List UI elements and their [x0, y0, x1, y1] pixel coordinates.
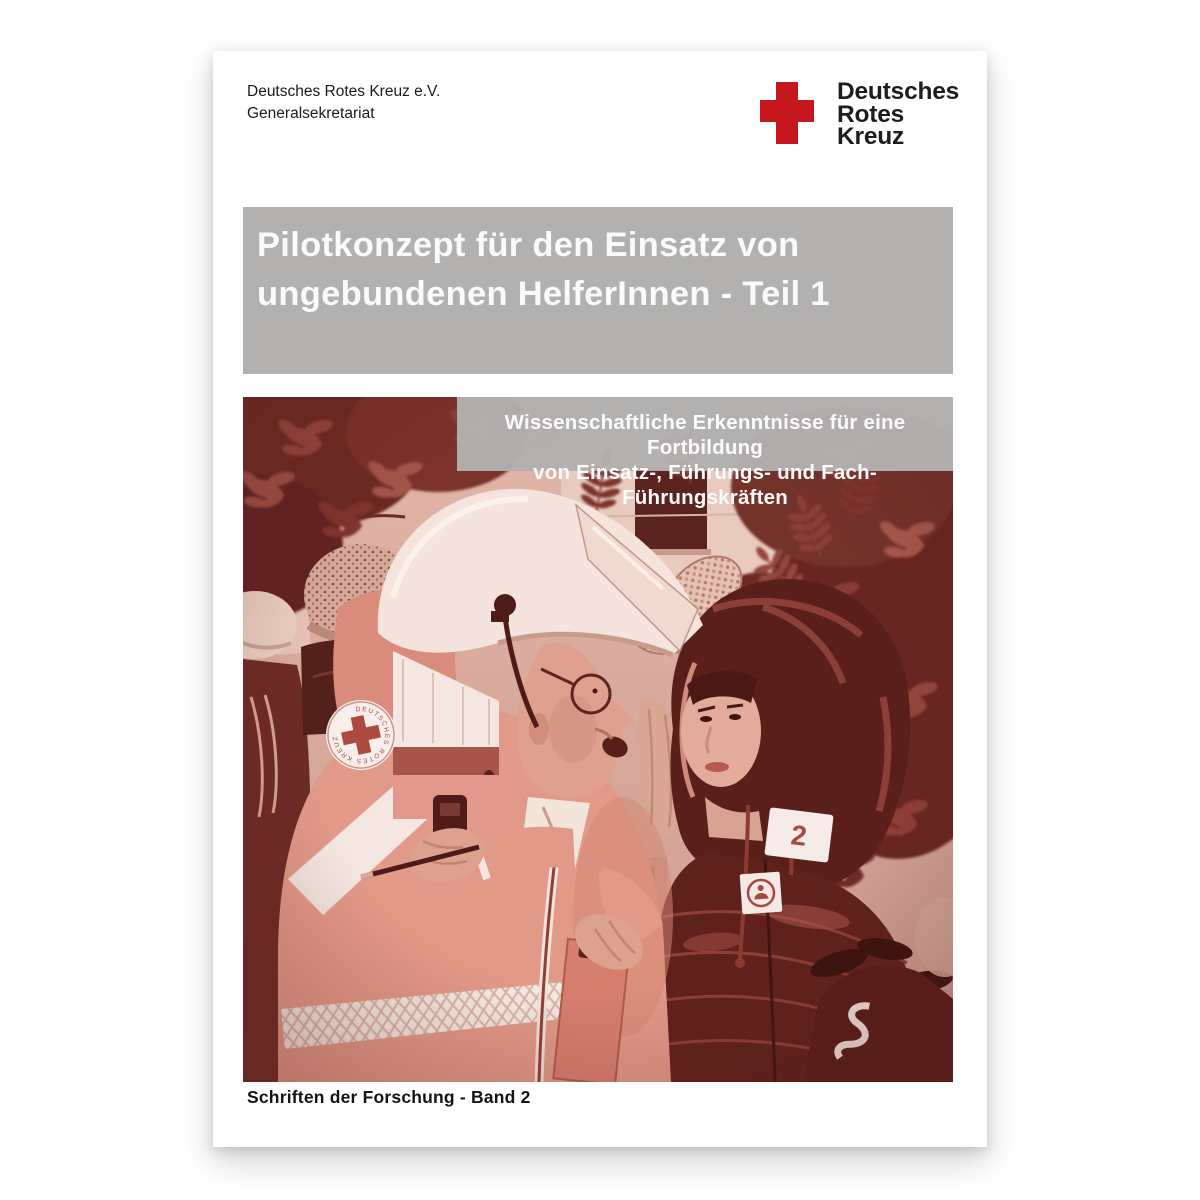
logo-word-3: Kreuz — [837, 123, 905, 150]
logo-wordmark — [837, 78, 960, 150]
subtitle-line-1: Wissenschaftliche Erkenntnisse für eine Fortbildung — [504, 411, 906, 459]
red-cross-icon — [760, 82, 814, 144]
logo-word-2: Rotes — [837, 100, 905, 128]
title-banner — [243, 207, 953, 374]
cover-photo — [243, 397, 953, 1082]
cover-page — [213, 51, 987, 1147]
title-line-2: ungebundenen HelferInnen - Teil 1 — [257, 275, 830, 313]
logo-word-1: Deutsches — [837, 78, 960, 105]
subtitle-banner — [457, 397, 953, 509]
series-footer: Schriften der Forschung - Band 2 — [247, 1087, 531, 1107]
publisher-line-1: Deutsches Rotes Kreuz e.V. — [247, 83, 441, 100]
subtitle-line-2: von Einsatz-, Führungs- und Fach-Führungskräften — [533, 461, 877, 509]
publisher-line-2: Generalsekretariat — [247, 105, 375, 122]
publisher-block — [247, 81, 440, 125]
title-line-1: Pilotkonzept für den Einsatz von — [257, 226, 800, 264]
